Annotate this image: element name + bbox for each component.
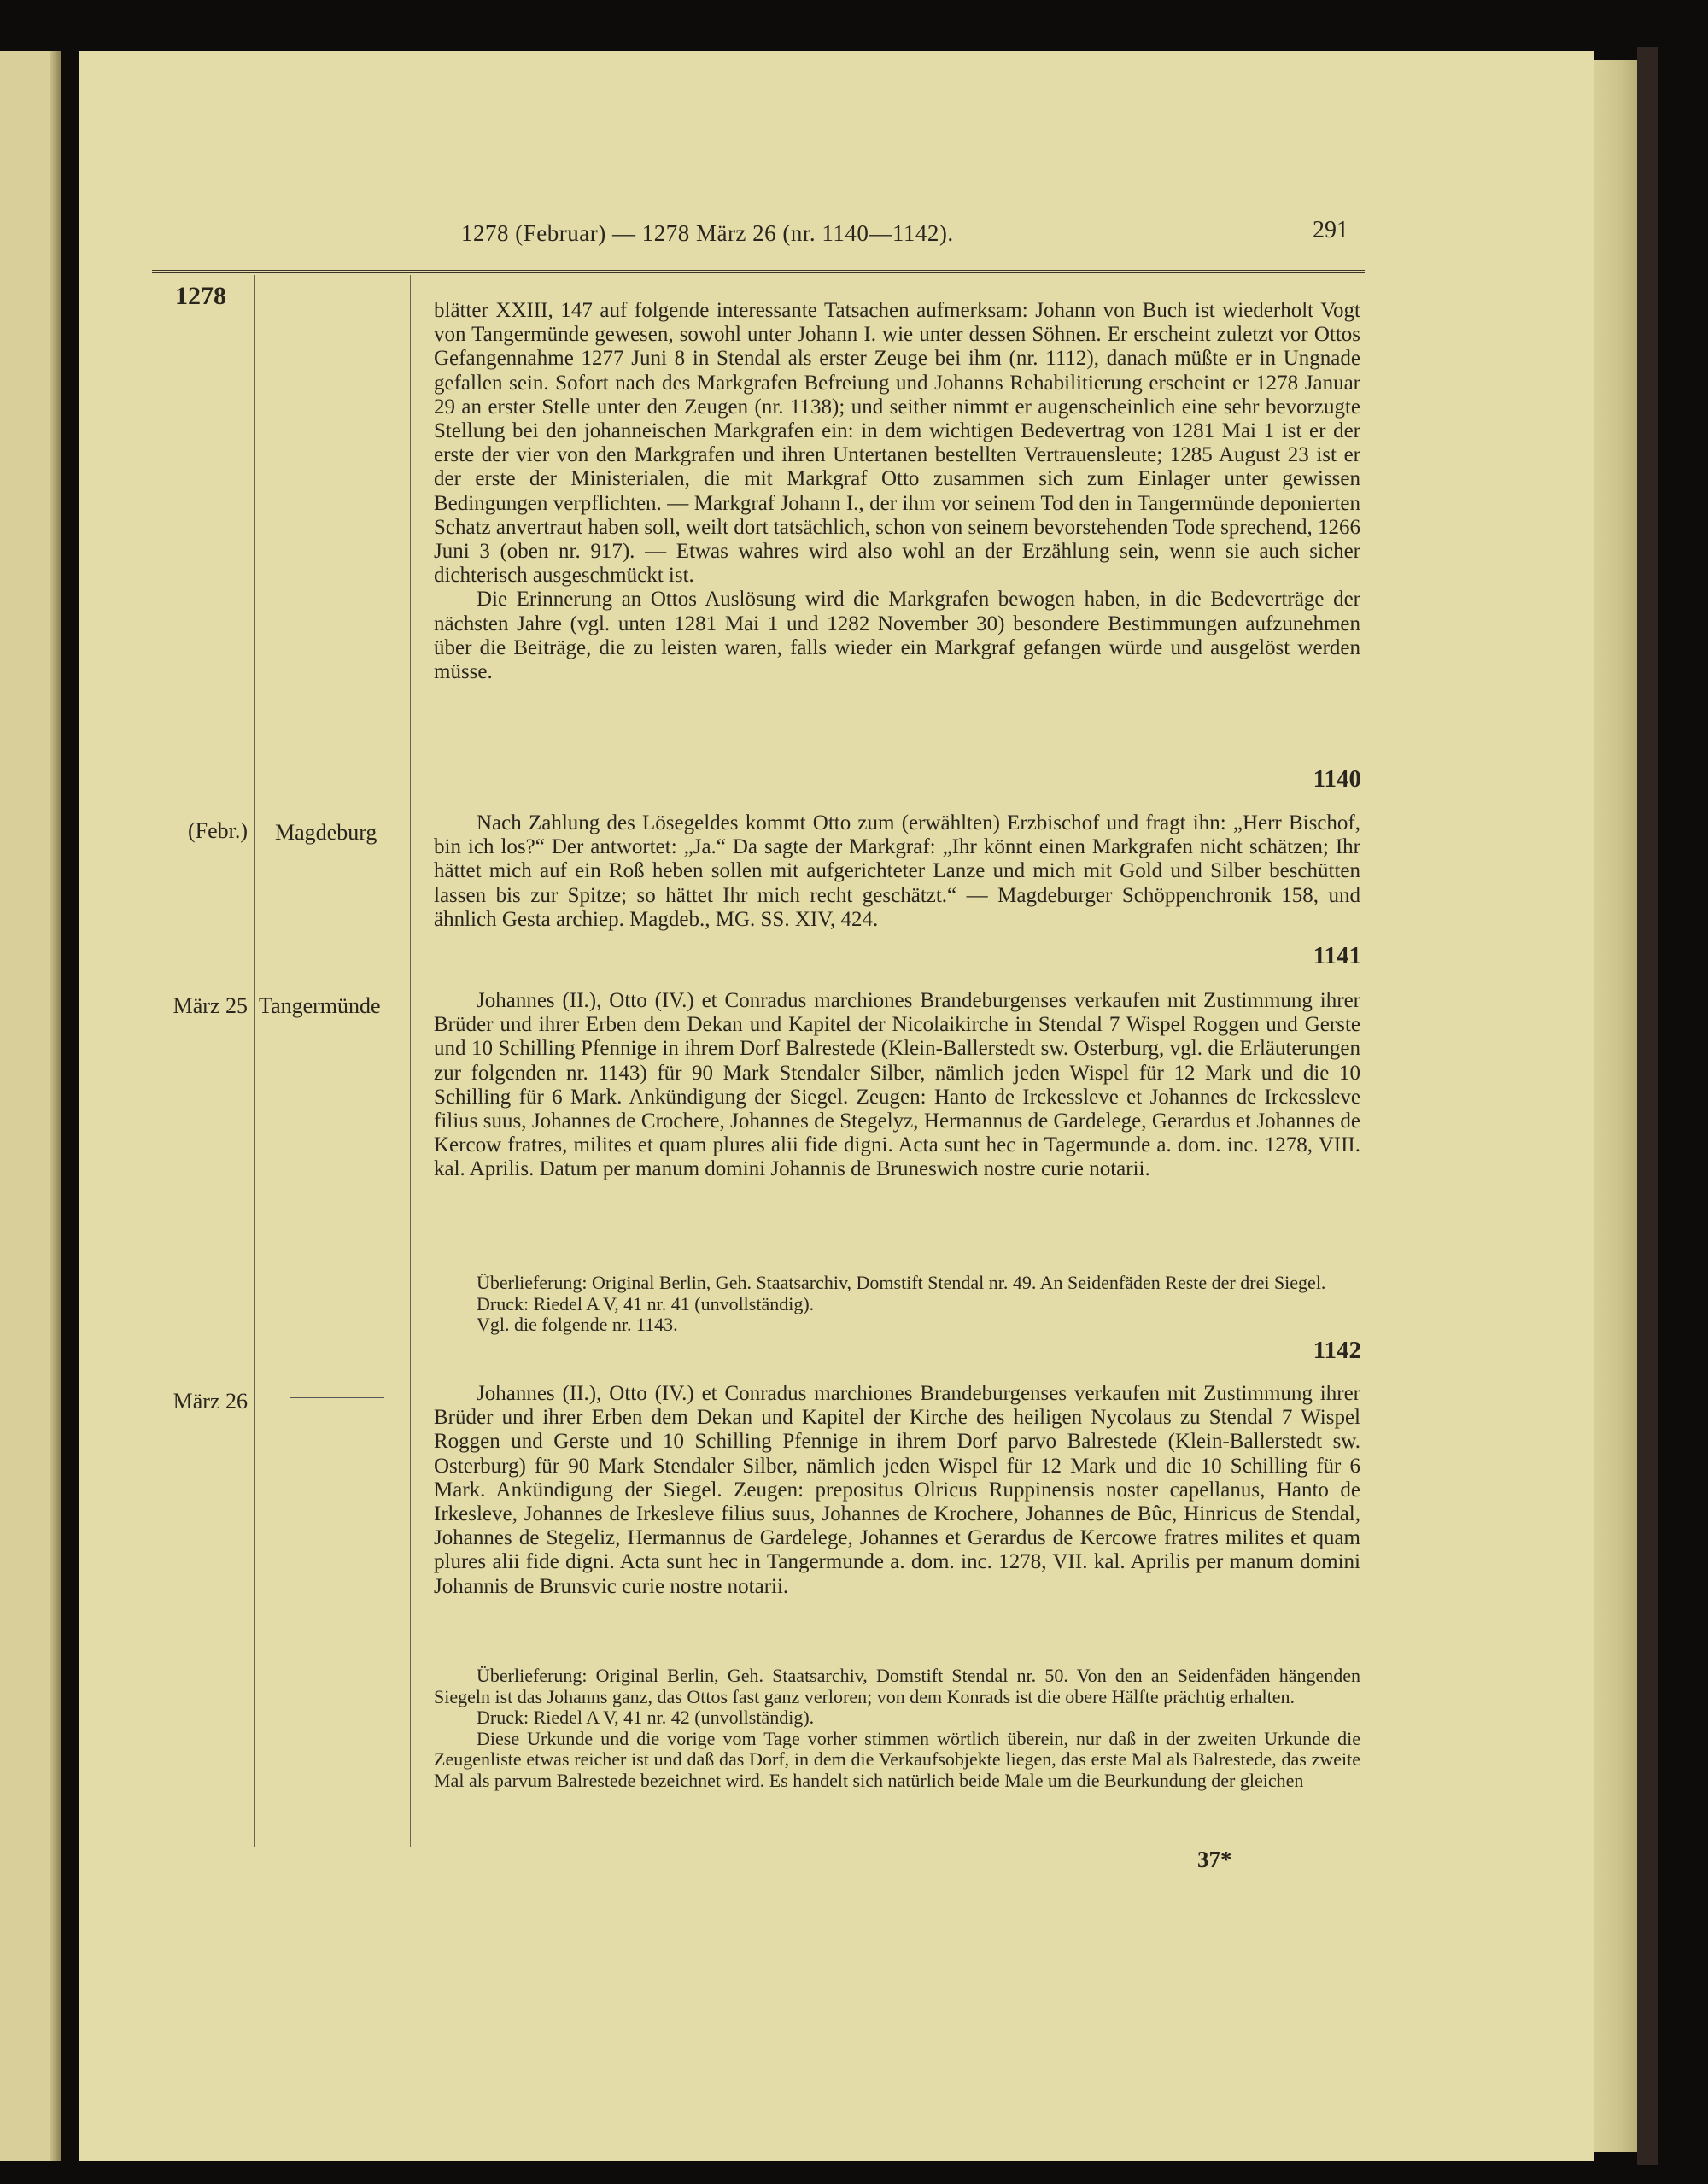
continuation-text — [434, 299, 1360, 684]
note: Druck: Riedel A V, 41 nr. 42 (unvollständig). — [477, 1707, 815, 1728]
entry-number: 1142 — [1313, 1337, 1361, 1364]
margin-place: Tangermünde — [259, 993, 381, 1018]
entry-1143-text — [434, 1382, 1360, 1599]
signature-mark: 37* — [1197, 1847, 1232, 1872]
page-stack-edge — [1594, 60, 1637, 2152]
note: Diese Urkunde und die vorige vom Tage vorher stimmen wörtlich überein, nur daß in der zweiten Urkunde die Zeugenliste etwas reicher ist und daß das Dorf, in dem die Verkaufsobjekte liegen, das erste Mal als Balrestede, das zweite Mal als parvum Balrestede bezeichnet wird. Es handelt sich natürlich beide Male um die Beurkundung der gleichen — [434, 1727, 1360, 1791]
entry-1142-notes — [434, 1273, 1360, 1336]
margin-date: (Febr.) — [187, 818, 248, 843]
margin-year: 1278 — [175, 282, 226, 310]
column-divider — [254, 275, 255, 1847]
left-page-edge — [0, 51, 61, 2161]
entry-number: 1140 — [1313, 765, 1361, 793]
paragraph: Johannes (II.), Otto (IV.) et Conradus marchiones Brandeburgenses verkaufen mit Zustimmung ihrer Brüder und ihrer Erben dem Dekan und Kapitel der Kirche des heiligen Nycolaus zu Stendal 7 Wispel Roggen und Gerste und 10 Schilling Pfennige in ihrem Dorf parvo Balrestede (Klein-Ballerstedt sw. Osterburg) für 90 Mark Stendaler Silber, nämlich jeden Wispel für 12 Mark und die 10 Schilling für 6 Mark. Ankündigung der Siegel. Zeugen: prepositus Olricus Ruppinensis noster capellanus, Hanto de Irkesleve, Johannes de Irkesleve filius suus, Johannes de Krochere, Johannes de Bûc, Hinricus de Stendal, Johannes de Stegeliz, Hermannus de Gardelege, Johannes et Gerardus de Kercowe fratres milites et quam plures alii fide digni. Acta sunt hec in Tangermunde a. dom. inc. 1278, VII. kal. Aprilis per manum domini Johannis de Brunsvic curie nostre notarii. — [434, 1382, 1360, 1598]
margin-date: März 26 — [173, 1389, 248, 1414]
margin-place-dash — [290, 1397, 384, 1398]
note: Überlieferung: Original Berlin, Geh. Staatsarchiv, Domstift Stendal nr. 50. Von den an Seidenfäden hängenden Siegeln ist das Johanns ganz, das Ottos fast ganz verloren; von dem Konrads ist die obere Hälfte prächtig erhalten. — [434, 1665, 1360, 1707]
running-title: 1278 (Februar) — 1278 März 26 (nr. 1140—1142). — [461, 220, 954, 246]
entry-1143-notes — [434, 1666, 1360, 1791]
column-divider — [410, 275, 411, 1847]
book-cover — [1637, 47, 1658, 2165]
note: Überlieferung: Original Berlin, Geh. Staatsarchiv, Domstift Stendal nr. 49. An Seidenfäden Reste der drei Siegel. — [477, 1272, 1326, 1293]
page-number: 291 — [1313, 217, 1348, 243]
header-rule — [152, 270, 1365, 273]
note: Druck: Riedel A V, 41 nr. 41 (unvollständig). — [477, 1292, 815, 1314]
entry-1141-text — [434, 811, 1360, 932]
paragraph: Johannes (II.), Otto (IV.) et Conradus marchiones Brandeburgenses verkaufen mit Zustimmung ihrer Brüder und ihrer Erben dem Dekan und Kapitel der Nicolaikirche in Stendal 7 Wispel Roggen und Gerste und 10 Schilling Pfennige in ihrem Dorf Balrestede (Klein-Ballerstedt sw. Osterburg, vgl. die Erläuterungen zur folgenden nr. 1143) für 90 Mark Stendaler Silber, nämlich jeden Wispel für 12 Mark und die 10 Schilling für 6 Mark. Ankündigung der Siegel. Zeugen: Hanto de Irckessleve et Johannes de Irckessleve filius suus, Johannes de Crochere, Johannes de Stegelyz, Hermannus de Gardelege, Gerardus et Johannes de Kercow fratres, milites et quam plures alii fide digni. Acta sunt hec in Tagermunde a. dom. inc. 1278, VIII. kal. Aprilis. Datum per manum domini Johannis de Bruneswich nostre curie notarii. — [434, 989, 1360, 1181]
entry-1142-text — [434, 989, 1360, 1182]
margin-date: März 25 — [173, 993, 248, 1018]
paragraph: blätter XXIII, 147 auf folgende interessante Tatsachen aufmerksam: Johann von Buch ist wiederholt Vogt von Tangermünde gewesen, sowohl unter Johann I. wie unter dessen Söhnen. Er erscheint zuletzt vor Ottos Gefangennahme 1277 Juni 8 in Stendal als erster Zeuge bei ihm (nr. 1112), danach müßte er in Ungnade gefallen sein. Sofort nach des Markgrafen Befreiung und Johanns Rehabilitierung erscheint er 1278 Januar 29 an erster Stelle unter den Zeugen (nr. 1138); und seither nimmt er augenscheinlich eine sehr bevorzugte Stellung bei den johanneischen Markgrafen ein: in dem wichtigen Bedevertrag von 1281 Mai 1 ist er der erste der vier von den Markgrafen und ihren Untertanen bestellten Vertrauensleute; 1285 August 23 ist er der erste der Ministerialen, die mit Markgraf Otto zusammen sich zum Einlager unter gewissen Bedingungen verpflichten. — Markgraf Johann I., der ihm vor seinem Tod den in Tangermünde deponierten Schatz anvertraut haben soll, weilt dort tatsächlich, schon von seinem bevorstehenden Tode sprechend, 1266 Juni 3 (oben nr. 917). — Etwas wahres wird also wohl an der Erzählung sein, wenn sie auch sicher dichterisch ausgeschmückt ist. — [434, 299, 1360, 588]
note: Vgl. die folgende nr. 1143. — [477, 1314, 678, 1335]
paragraph: Die Erinnerung an Ottos Auslösung wird die Markgrafen bewogen haben, in die Bedeverträge der nächsten Jahre (vgl. unten 1281 Mai 1 und 1282 November 30) besondere Bestimmungen aufzunehmen über die Beiträge, die zu leisten waren, falls wieder ein Markgraf gefangen würde und ausgelöst werden müsse. — [434, 588, 1360, 684]
margin-place: Magdeburg — [275, 820, 377, 845]
paragraph: Nach Zahlung des Lösegeldes kommt Otto zum (erwählten) Erzbischof und fragt ihn: „Herr Bischof, bin ich los?“ Der antwortet: „Ja.“ Da sagte der Markgraf: „Ihr könnt einen Markgrafen nicht schätzen; Ihr hättet mich auf ein Roß heben sollen mit aufgerichteter Lanze und mich mit Gold und Silber beschütten lassen bis zur Spitze; so hättet Ihr mich recht geschätzt.“ — Magdeburger Schöppenchronik 158, und ähnlich Gesta archiep. Magdeb., MG. SS. XIV, 424. — [434, 811, 1360, 931]
entry-number: 1141 — [1313, 942, 1361, 969]
